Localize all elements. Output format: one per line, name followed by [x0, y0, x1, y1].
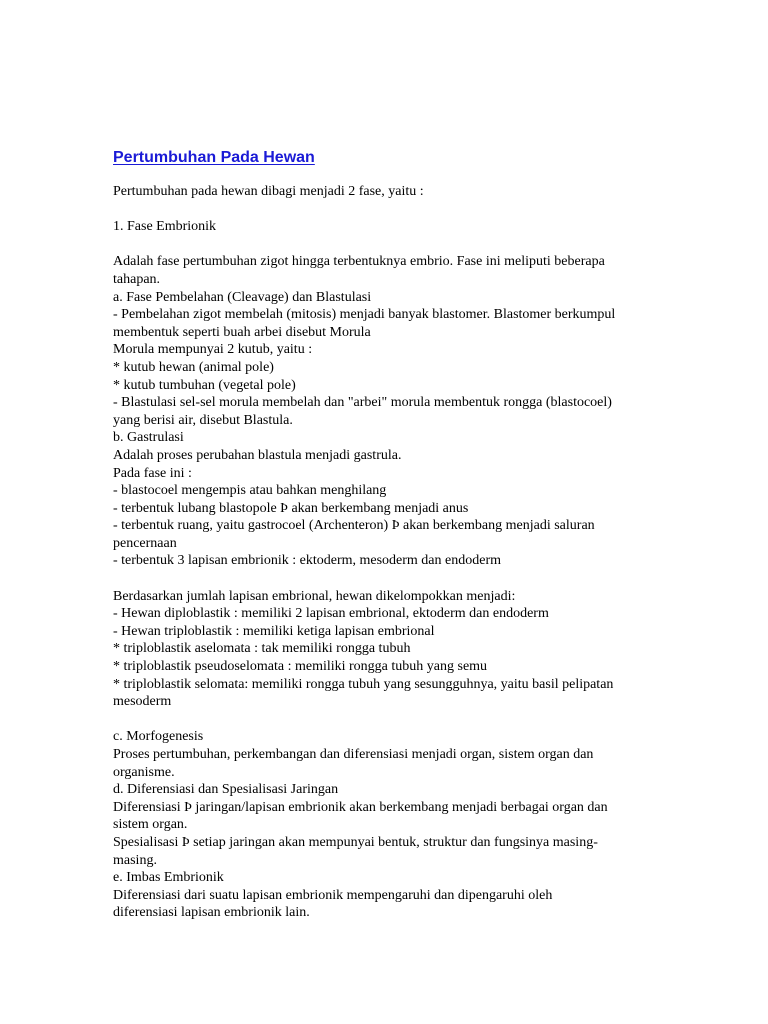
- text-line: sistem organ.: [113, 817, 188, 833]
- text-line: * triploblastik aselomata : tak memiliki rongga tubuh: [113, 641, 411, 657]
- text-line: membentuk seperti buah arbei disebut Morula: [113, 324, 371, 340]
- blank-line: [113, 570, 673, 588]
- blank-line: [113, 711, 673, 729]
- text-line: * kutub tumbuhan (vegetal pole): [113, 377, 296, 393]
- text-line: - blastocoel mengempis atau bahkan menghilang: [113, 483, 387, 499]
- document-body: [113, 183, 673, 922]
- blank-line: [113, 236, 673, 254]
- text-line: Berdasarkan jumlah lapisan embrional, hewan dikelompokkan menjadi:: [113, 588, 516, 604]
- text-line: c. Morfogenesis: [113, 729, 204, 745]
- text-line: tahapan.: [113, 271, 161, 287]
- text-line: Pertumbuhan pada hewan dibagi menjadi 2 fase, yaitu :: [113, 184, 424, 199]
- text-line: - terbentuk lubang blastopole Þ akan berkembang menjadi anus: [113, 500, 469, 516]
- text-line: 1. Fase Embrionik: [113, 219, 217, 235]
- document-page: [113, 148, 673, 922]
- text-line: Proses pertumbuhan, perkembangan dan diferensiasi menjadi organ, sistem organ dan: [113, 747, 594, 762]
- text-line: e. Imbas Embrionik: [113, 870, 224, 886]
- text-line: Pada fase ini :: [113, 465, 192, 481]
- text-line: masing.: [113, 852, 157, 868]
- text-line: * triploblastik selomata: memiliki rongga tubuh yang sesungguhnya, yaitu basil pelipatan: [113, 676, 614, 692]
- text-line: - Pembelahan zigot membelah (mitosis) menjadi banyak blastomer. Blastomer berkumpul: [113, 307, 616, 323]
- text-line: a. Fase Pembelahan (Cleavage) dan Blastulasi: [113, 289, 372, 305]
- text-line: Diferensiasi dari suatu lapisan embrionik mempengaruhi dan dipengaruhi oleh: [113, 887, 553, 903]
- text-line: Diferensiasi Þ jaringan/lapisan embrionik akan berkembang menjadi berbagai organ dan: [113, 799, 608, 815]
- blank-line: [113, 201, 673, 219]
- text-line: b. Gastrulasi: [113, 430, 184, 446]
- text-line: Spesialisasi Þ setiap jaringan akan mempunyai bentuk, struktur dan fungsinya masing-: [113, 834, 598, 850]
- text-line: Morula mempunyai 2 kutub, yaitu :: [113, 342, 313, 358]
- text-line: d. Diferensiasi dan Spesialisasi Jaringan: [113, 782, 339, 798]
- text-line: pencernaan: [113, 535, 177, 551]
- text-line: - Hewan diploblastik : memiliki 2 lapisan embrional, ektoderm dan endoderm: [113, 606, 549, 622]
- text-line: - Blastulasi sel-sel morula membelah dan "arbei" morula membentuk rongga (blastocoel): [113, 395, 612, 411]
- text-line: Adalah proses perubahan blastula menjadi gastrula.: [113, 447, 402, 463]
- text-line: - Hewan triploblastik : memiliki ketiga lapisan embrional: [113, 623, 435, 639]
- text-line: organisme.: [113, 764, 175, 780]
- text-line: Adalah fase pertumbuhan zigot hingga terbentuknya embrio. Fase ini meliputi beberapa: [113, 254, 605, 270]
- text-line: yang berisi air, disebut Blastula.: [113, 412, 293, 428]
- document-title-link[interactable]: Pertumbuhan Pada Hewan: [113, 149, 315, 166]
- text-line: - terbentuk ruang, yaitu gastrocoel (Archenteron) Þ akan berkembang menjadi saluran: [113, 518, 595, 534]
- text-line: diferensiasi lapisan embrionik lain.: [113, 905, 310, 921]
- text-line: * triploblastik pseudoselomata : memiliki rongga tubuh yang semu: [113, 659, 488, 675]
- text-line: mesoderm: [113, 694, 172, 710]
- text-line: * kutub hewan (animal pole): [113, 359, 274, 375]
- text-line: - terbentuk 3 lapisan embrionik : ektoderm, mesoderm dan endoderm: [113, 553, 502, 569]
